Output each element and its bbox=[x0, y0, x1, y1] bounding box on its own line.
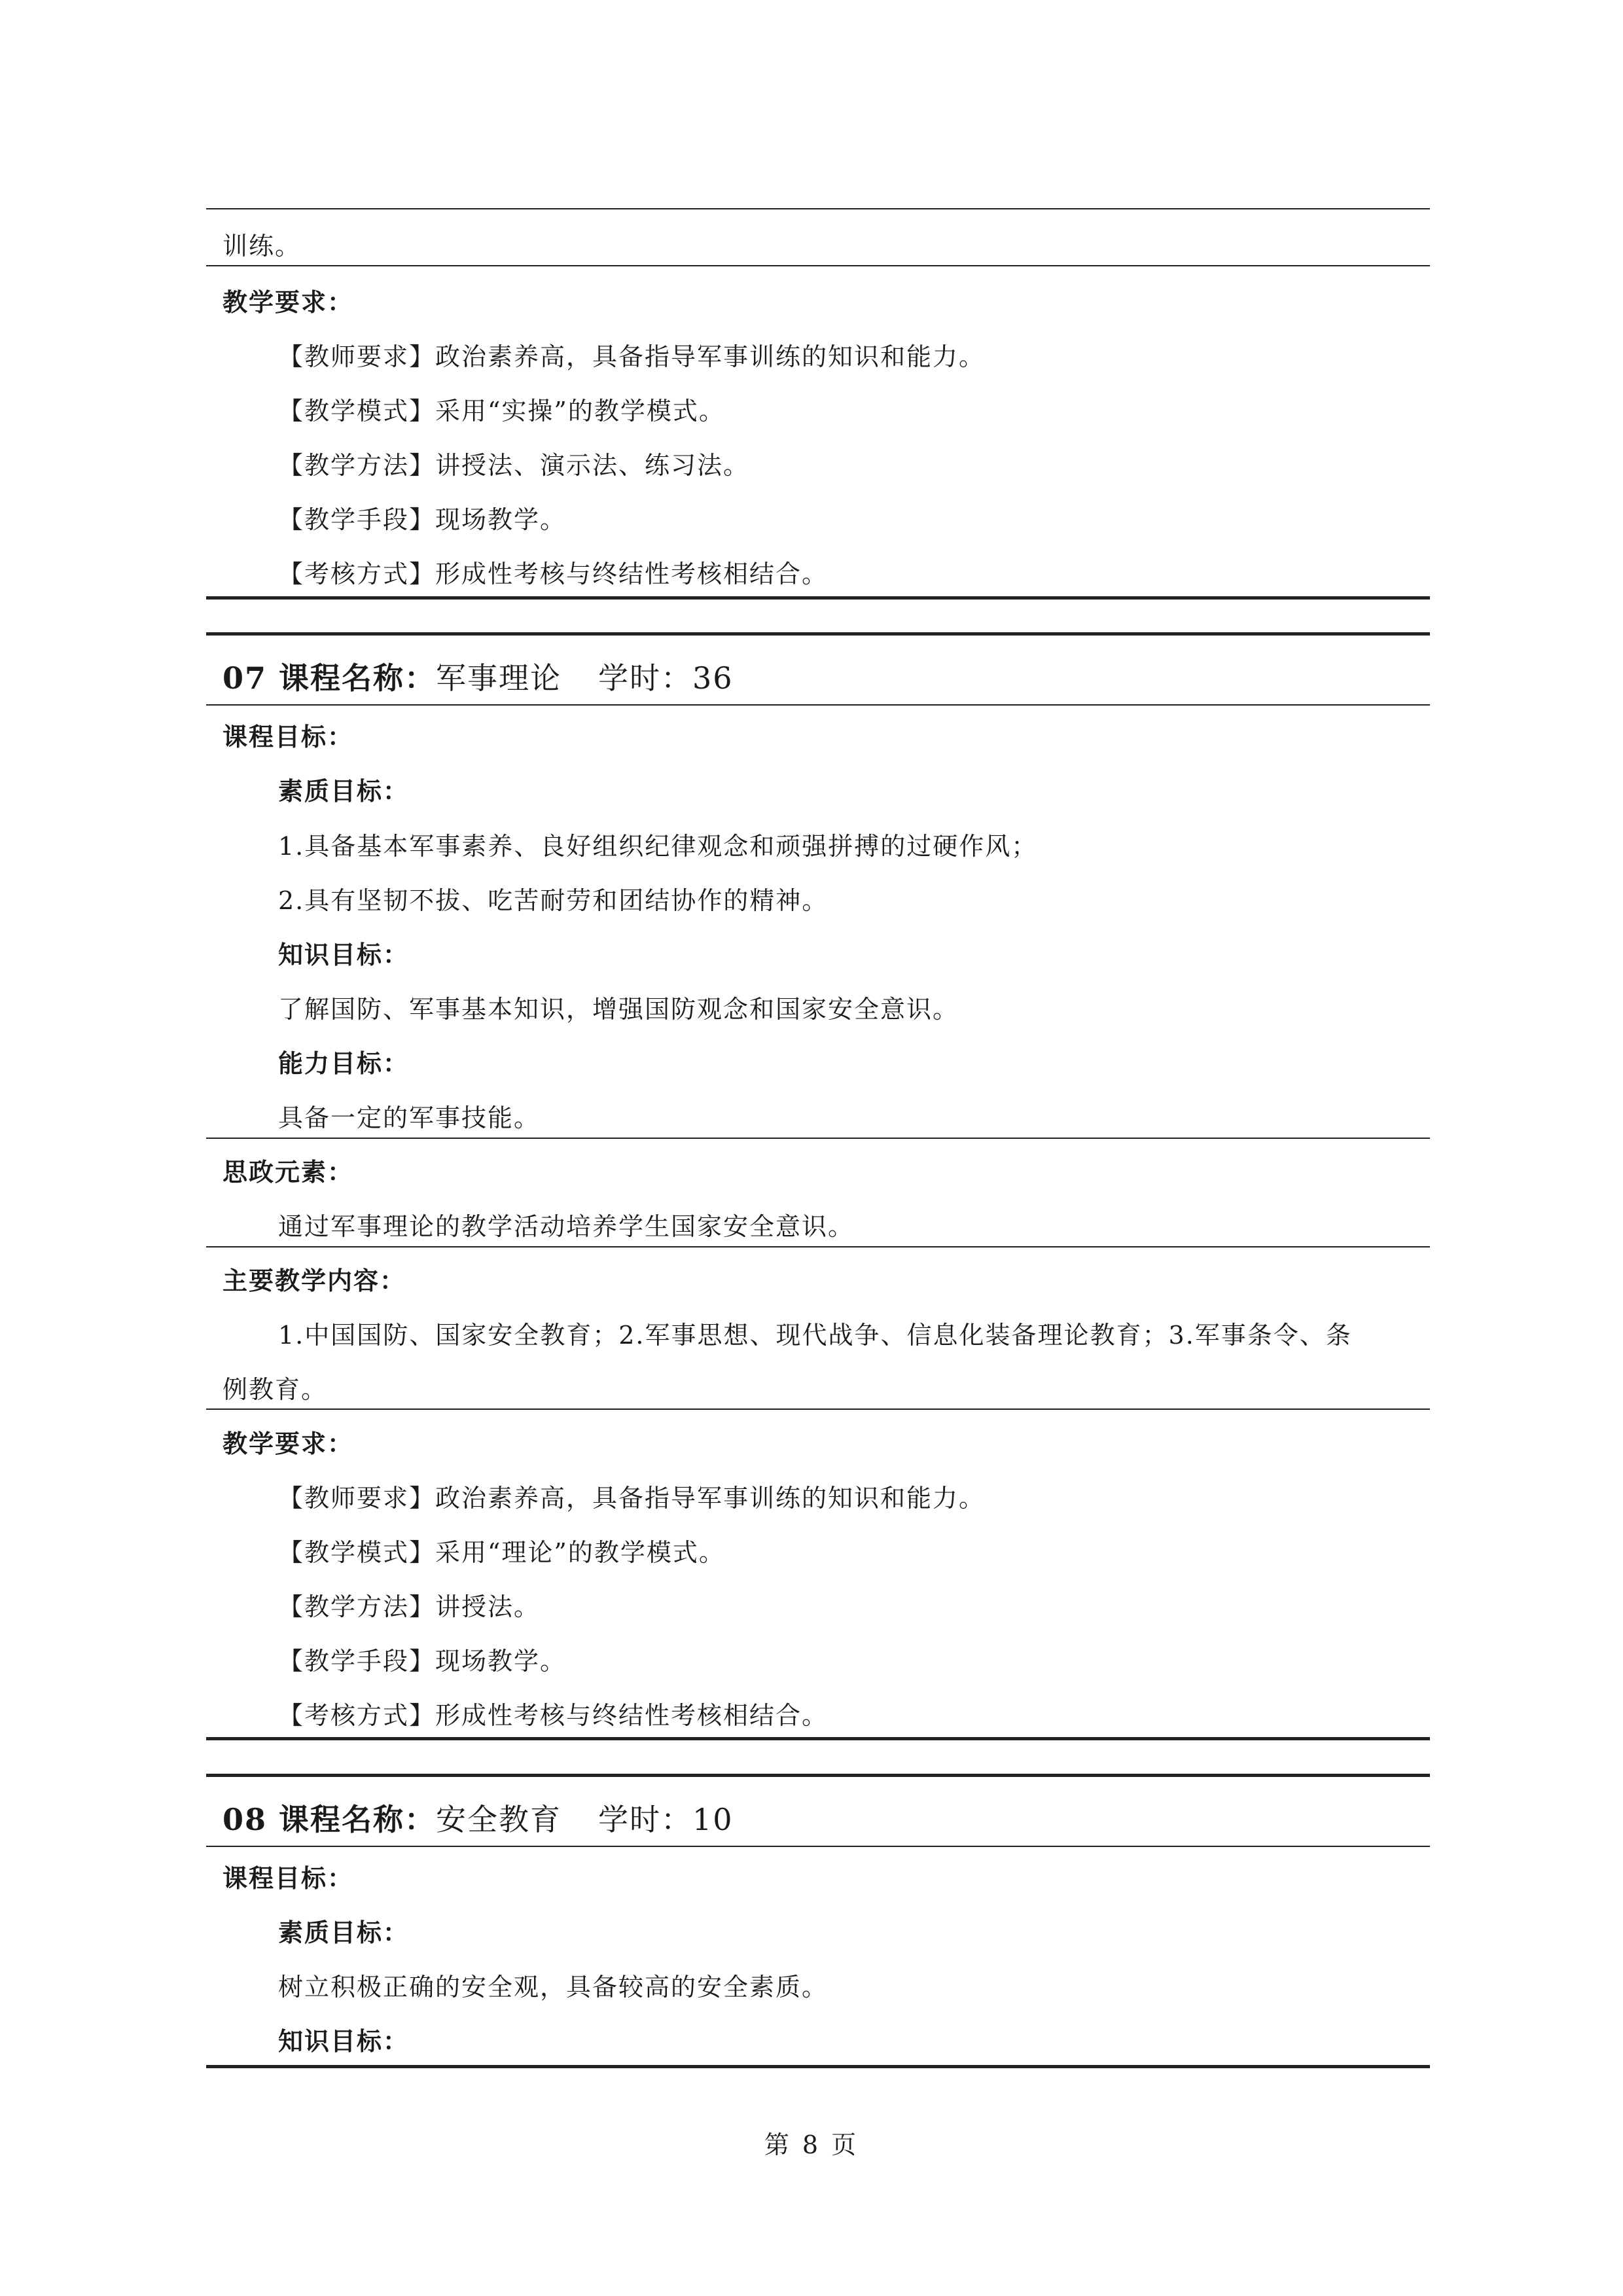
knowledge-goal-heading: 知识目标： bbox=[278, 940, 410, 969]
table-border bbox=[206, 1774, 1430, 1777]
requirement-item: 【教学手段】现场教学。 bbox=[278, 1647, 567, 1676]
course-name-label: 08 课程名称： bbox=[223, 1802, 437, 1837]
course-goal-heading: 课程目标： bbox=[223, 1863, 354, 1893]
requirement-item: 【教师要求】政治素养高，具备指导军事训练的知识和能力。 bbox=[278, 1484, 986, 1513]
hours-label: 学时： bbox=[598, 1802, 693, 1837]
course-name: 军事理论 bbox=[436, 660, 562, 696]
continued-text: 训练。 bbox=[223, 232, 302, 260]
knowledge-goal-text: 了解国防、军事基本知识，增强国防观念和国家安全意识。 bbox=[278, 995, 959, 1024]
hours-value: 36 bbox=[692, 660, 734, 696]
quality-goal-text: 树立积极正确的安全观，具备较高的安全素质。 bbox=[278, 1973, 829, 2001]
course-07-title bbox=[223, 658, 734, 698]
course-08-title bbox=[223, 1800, 734, 1839]
requirement-item: 【教学模式】采用“理论”的教学模式。 bbox=[278, 1538, 725, 1567]
course-name-label: 07 课程名称： bbox=[223, 660, 437, 696]
course-name: 安全教育 bbox=[436, 1802, 562, 1837]
teaching-requirements-heading: 教学要求： bbox=[223, 1429, 354, 1458]
quality-goal-heading: 素质目标： bbox=[278, 1918, 410, 1947]
requirement-item: 【教学手段】现场教学。 bbox=[278, 505, 567, 534]
quality-goal-item: 1.具备基本军事素养、良好组织纪律观念和顽强拼搏的过硬作风； bbox=[278, 832, 1038, 861]
ideology-heading: 思政元素： bbox=[223, 1157, 354, 1187]
table-border bbox=[206, 2065, 1430, 2068]
table-rule bbox=[206, 265, 1430, 266]
table-rule bbox=[206, 208, 1430, 209]
table-border bbox=[206, 1737, 1430, 1740]
course-goal-heading: 课程目标： bbox=[223, 722, 354, 751]
hours-value: 10 bbox=[692, 1802, 734, 1837]
requirement-item: 【教师要求】政治素养高，具备指导军事训练的知识和能力。 bbox=[278, 342, 986, 371]
quality-goal-item: 2.具有坚韧不拔、吃苦耐劳和团结协作的精神。 bbox=[278, 886, 829, 915]
ability-goal-heading: 能力目标： bbox=[278, 1049, 410, 1078]
table-rule bbox=[206, 704, 1430, 706]
ability-goal-text: 具备一定的军事技能。 bbox=[278, 1103, 541, 1132]
requirement-item: 【考核方式】形成性考核与终结性考核相结合。 bbox=[278, 1701, 829, 1730]
table-rule bbox=[206, 1246, 1430, 1247]
main-content-text-continued: 例教育。 bbox=[223, 1375, 328, 1404]
table-rule bbox=[206, 1408, 1430, 1410]
main-content-text: 1.中国国防、国家安全教育；2.军事思想、现代战争、信息化装备理论教育；3.军事条令、条 bbox=[278, 1321, 1352, 1350]
requirement-item: 【教学方法】讲授法。 bbox=[278, 1592, 541, 1621]
quality-goal-heading: 素质目标： bbox=[278, 776, 410, 806]
page-number: 第 8 页 bbox=[764, 2130, 859, 2159]
knowledge-goal-heading: 知识目标： bbox=[278, 2026, 410, 2056]
requirement-item: 【教学方法】讲授法、演示法、练习法。 bbox=[278, 451, 750, 480]
main-content-heading: 主要教学内容： bbox=[223, 1266, 406, 1295]
requirement-item: 【考核方式】形成性考核与终结性考核相结合。 bbox=[278, 560, 829, 588]
table-rule bbox=[206, 1846, 1430, 1847]
table-border bbox=[206, 596, 1430, 600]
teaching-requirements-heading: 教学要求： bbox=[223, 287, 354, 317]
ideology-text: 通过军事理论的教学活动培养学生国家安全意识。 bbox=[278, 1212, 855, 1241]
hours-label: 学时： bbox=[598, 660, 693, 696]
table-border bbox=[206, 632, 1430, 636]
requirement-item: 【教学模式】采用“实操”的教学模式。 bbox=[278, 397, 725, 425]
table-rule bbox=[206, 1138, 1430, 1139]
